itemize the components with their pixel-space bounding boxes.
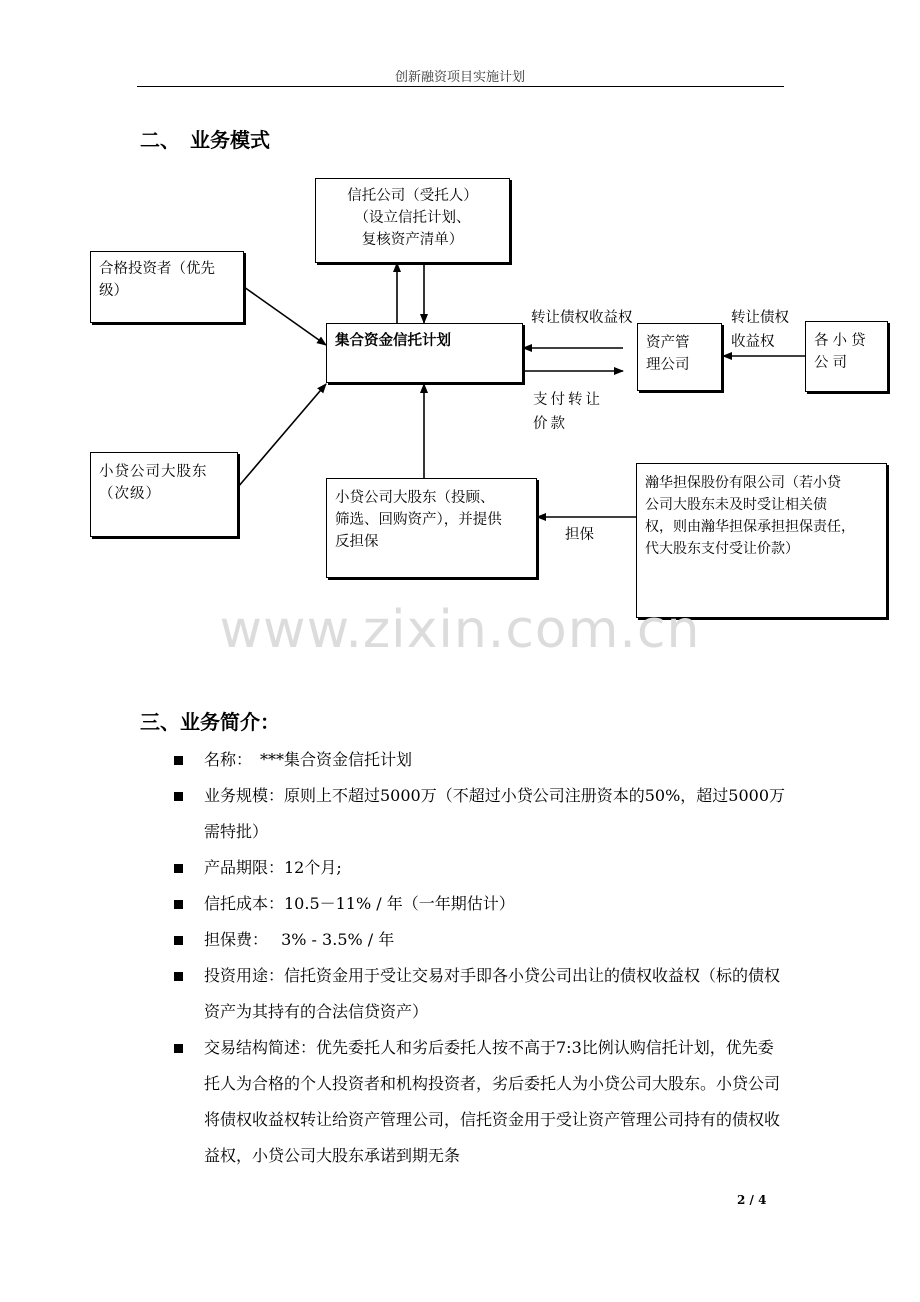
list-item: 担保费： 3% - 3.5% / 年 xyxy=(172,922,787,958)
box-shareholder-subordinate: 小贷公司大股东 （次级） xyxy=(90,452,238,537)
box-trust-plan: 集合资金信托计划 xyxy=(326,323,523,383)
page-number: 2 / 4 xyxy=(737,1193,767,1207)
square-bullet-icon xyxy=(174,972,183,981)
section-2-title: 二、 业务模式 xyxy=(140,128,270,152)
business-summary-list xyxy=(172,742,787,1174)
square-bullet-icon xyxy=(174,792,183,801)
list-item: 业务规模：原则上不超过5000万（不超过小贷公司注册资本的50%，超过5000万需特批） xyxy=(172,778,787,850)
list-item: 产品期限：12个月; xyxy=(172,850,787,886)
section-3-title: 三、业务简介： xyxy=(140,710,280,734)
list-item: 交易结构简述：优先委托人和劣后委托人按不高于7:3比例认购信托计划，优先委托人为合格的个人投资者和机构投资者，劣后委托人为小贷公司大股东。小贷公司将债权收益权转让给资产管理公司，信托资金用于受让资产管理公司持有的债权收益权，小贷公司大股东承诺到期无条 xyxy=(172,1030,787,1174)
arrow-investor-to-plan xyxy=(244,287,326,345)
list-item: 投资用途：信托资金用于受让交易对手即各小贷公司出让的债权收益权（标的债权资产为其持有的合法信贷资产） xyxy=(172,958,787,1030)
square-bullet-icon xyxy=(174,900,183,909)
label-transfer-rights-2: 转让债权 收益权 xyxy=(731,310,789,350)
square-bullet-icon xyxy=(174,936,183,945)
label-pay-price: 支付转让 价款 xyxy=(533,392,603,432)
box-asset-mgmt: 资产管 理公司 xyxy=(637,323,722,391)
list-item: 信托成本：10.5－11% / 年（一年期估计） xyxy=(172,886,787,922)
label-transfer-rights: 转让债权收益权 xyxy=(531,310,633,326)
square-bullet-icon xyxy=(174,1044,183,1053)
box-guarantor: 瀚华担保股份有限公司（若小贷 公司大股东未及时受让相关债 权，则由瀚华担保承担担保责任， 代大股东支付受让价款） xyxy=(636,463,887,618)
box-small-loan-companies: 各小贷 公司 xyxy=(805,321,888,392)
square-bullet-icon xyxy=(174,864,183,873)
box-qualified-investor: 合格投资者（优先 级） xyxy=(90,251,244,323)
box-shareholder-role: 小贷公司大股东（投顾、 筛选、回购资产），并提供 反担保 xyxy=(326,478,537,578)
label-guarantee: 担保 xyxy=(565,527,594,543)
box-trust-company: 信托公司（受托人） （设立信托计划、 复核资产清单） xyxy=(315,178,510,263)
watermark: www.zixin.com.cn xyxy=(219,600,701,660)
square-bullet-icon xyxy=(174,756,183,765)
list-item: 名称： ***集合资金信托计划 xyxy=(172,742,787,778)
arrow-shareholder-to-plan xyxy=(238,384,326,487)
page-header: 创新融资项目实施计划 xyxy=(394,70,525,85)
